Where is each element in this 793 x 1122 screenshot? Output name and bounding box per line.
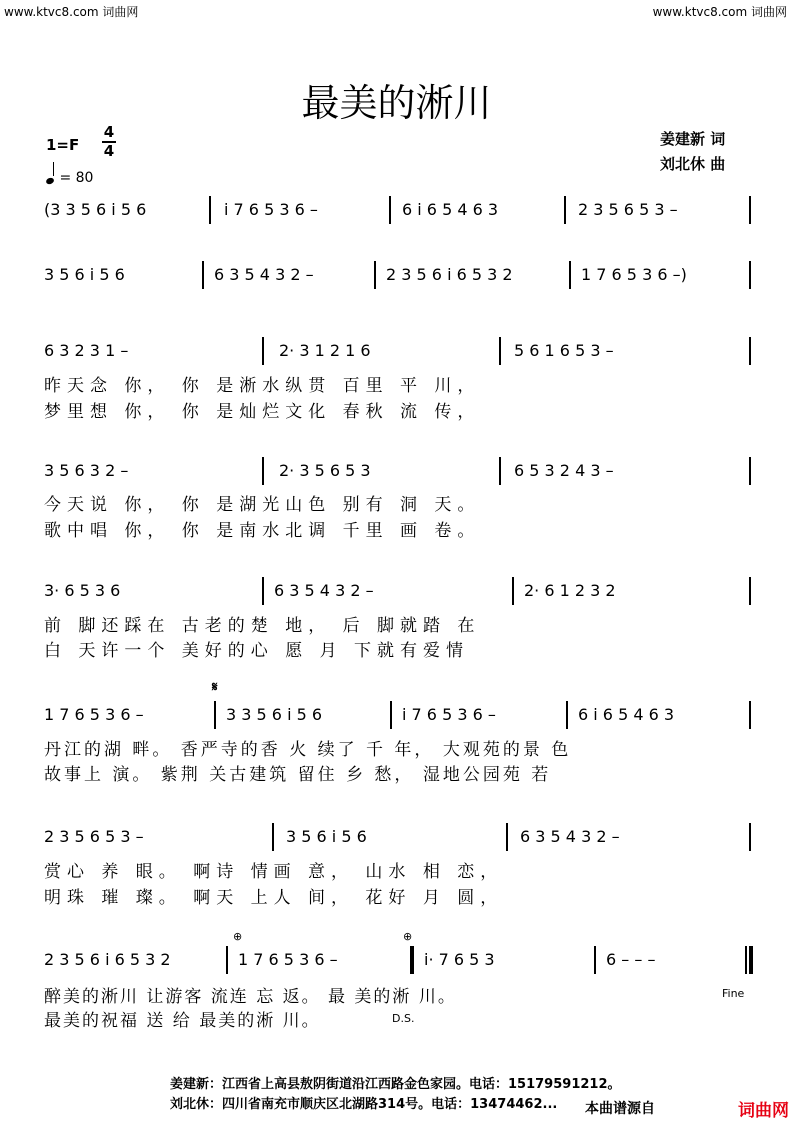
lyric-line: 赏心 养 眼。 啊诗 情画 意， 山水 相 恋， [44,862,504,882]
measure: 1 7 6 5 3 6 – [238,950,338,969]
barline [512,577,514,605]
measure: 1 7 6 5 3 6 – [44,705,144,724]
coda-icon: ⊕ [403,930,413,943]
watermark-left: www.ktvc8.com 词曲网 [4,5,139,19]
watermark-right: www.ktvc8.com 词曲网 [652,5,787,19]
lyric-line: 最美的祝福 送 给 最美的淅 川。 [44,1011,321,1031]
tempo-value: = 80 [59,170,94,186]
barline [749,457,751,485]
repeat-barline [410,946,414,974]
barline [749,196,751,224]
barline [262,457,264,485]
measure: 6 – – – [606,950,656,969]
lyric-line: 故事上 演。 紫荆 关古建筑 留住 乡 愁， 湿地公园苑 若 [44,765,552,785]
barline [749,261,751,289]
score-row-8 [44,950,754,980]
footer-composer-contact: 刘北休：四川省南充市顺庆区北湖路314号。电话：13474462... [170,1097,558,1112]
measure: 2 3 5 6 i 6 5 3 2 [386,265,513,284]
score-row-5 [44,581,754,611]
quarter-note-icon [45,177,55,185]
fine-mark: Fine [722,987,745,1000]
measure: 6 3 5 4 3 2 – [214,265,314,284]
measure: i 7 6 5 3 6 – [224,200,318,219]
score-row-3 [44,341,754,371]
lyricist: 姜建新 词 [660,130,726,148]
time-signature [102,124,116,160]
measure: 2· 3 5 6 5 3 [279,461,371,480]
ds-mark: D.S. [392,1012,415,1025]
barline [209,196,211,224]
measure: 6 5 3 2 4 3 – [514,461,614,480]
measure: 2· 3 1 2 1 6 [279,341,371,360]
score-row-6 [44,705,754,735]
composer: 刘北休 曲 [660,155,726,173]
score-row-7 [44,827,754,857]
footer-lyricist-contact: 姜建新：江西省上高县敖阴街道沿江西路金色家园。电话：15179591212。 [170,1077,621,1092]
site-logo: 词曲网 [738,1101,789,1121]
segno-icon: 𝄋 [212,680,218,695]
barline [749,701,751,729]
tempo-mark [46,168,93,186]
barline [749,577,751,605]
barline [272,823,274,851]
barline [262,337,264,365]
key-signature: 1=F [46,136,80,154]
barline [226,946,228,974]
score-row-1 [44,200,754,230]
measure: 6 i 6 5 4 6 3 [578,705,675,724]
measure: 3 5 6 i 5 6 [286,827,367,846]
measure: i· 7 6 5 3 [424,950,495,969]
barline [594,946,596,974]
measure: 3 3 5 6 i 5 6 [226,705,323,724]
barline [390,701,392,729]
barline [214,701,216,729]
measure: 6 3 5 4 3 2 – [520,827,620,846]
measure: 2 3 5 6 i 6 5 3 2 [44,950,171,969]
lyric-line: 梦里想 你， 你 是灿烂文化 春秋 流 传， [44,402,481,422]
barline [564,196,566,224]
lyric-line: 丹江的湖 畔。 香严寺的香 火 续了 千 年， 大观苑的景 色 [44,740,572,760]
coda-icon: ⊕ [233,930,243,943]
barline [389,196,391,224]
barline [262,577,264,605]
score-row-4 [44,461,754,491]
measure: 2 3 5 6 5 3 – [578,200,678,219]
barline [374,261,376,289]
measure: 1 7 6 5 3 6 –) [581,265,687,284]
score-row-2 [44,265,754,295]
lyric-line: 昨天念 你， 你 是淅水纵贯 百里 平 川， [44,376,481,396]
barline [566,701,568,729]
measure: 2 3 5 6 5 3 – [44,827,144,846]
lyric-line: 今天说 你， 你 是湖光山色 别有 洞 天。 [44,495,481,515]
measure: 3 5 6 i 5 6 [44,265,125,284]
measure: i 7 6 5 3 6 – [402,705,496,724]
barline [202,261,204,289]
barline [499,337,501,365]
final-barline-thick [749,946,753,974]
page-title: 最美的淅川 [301,81,492,125]
lyric-line: 醉美的淅川 让游客 流连 忘 返。 最 美的淅 川。 [44,987,457,1007]
measure: 2· 6 1 2 3 2 [524,581,616,600]
barline [569,261,571,289]
measure: 5 6 1 6 5 3 – [514,341,614,360]
time-bottom: 4 [103,142,115,160]
measure: 3· 6 5 3 6 [44,581,121,600]
lyric-line: 前 脚还踩在 古老的楚 地， 后 脚就踏 在 [44,616,481,636]
measure: 3 5 6 3 2 – [44,461,129,480]
lyric-line: 白 天许一个 美好的心 愿 月 下就有爱情 [44,641,470,661]
source-label: 本曲谱源自 [585,1101,655,1117]
final-barline [745,946,747,974]
lyric-line: 明珠 璀 璨。 啊天 上人 间， 花好 月 圆， [44,888,504,908]
barline [749,337,751,365]
measure: 6 3 5 4 3 2 – [274,581,374,600]
barline [499,457,501,485]
measure: (3 3 5 6 i 5 6 [44,200,147,219]
barline [506,823,508,851]
measure: 6 i 6 5 4 6 3 [402,200,499,219]
barline [749,823,751,851]
time-top: 4 [103,123,115,141]
measure: 6 3 2 3 1 – [44,341,129,360]
lyric-line: 歌中唱 你， 你 是南水北调 千里 画 卷。 [44,521,481,541]
